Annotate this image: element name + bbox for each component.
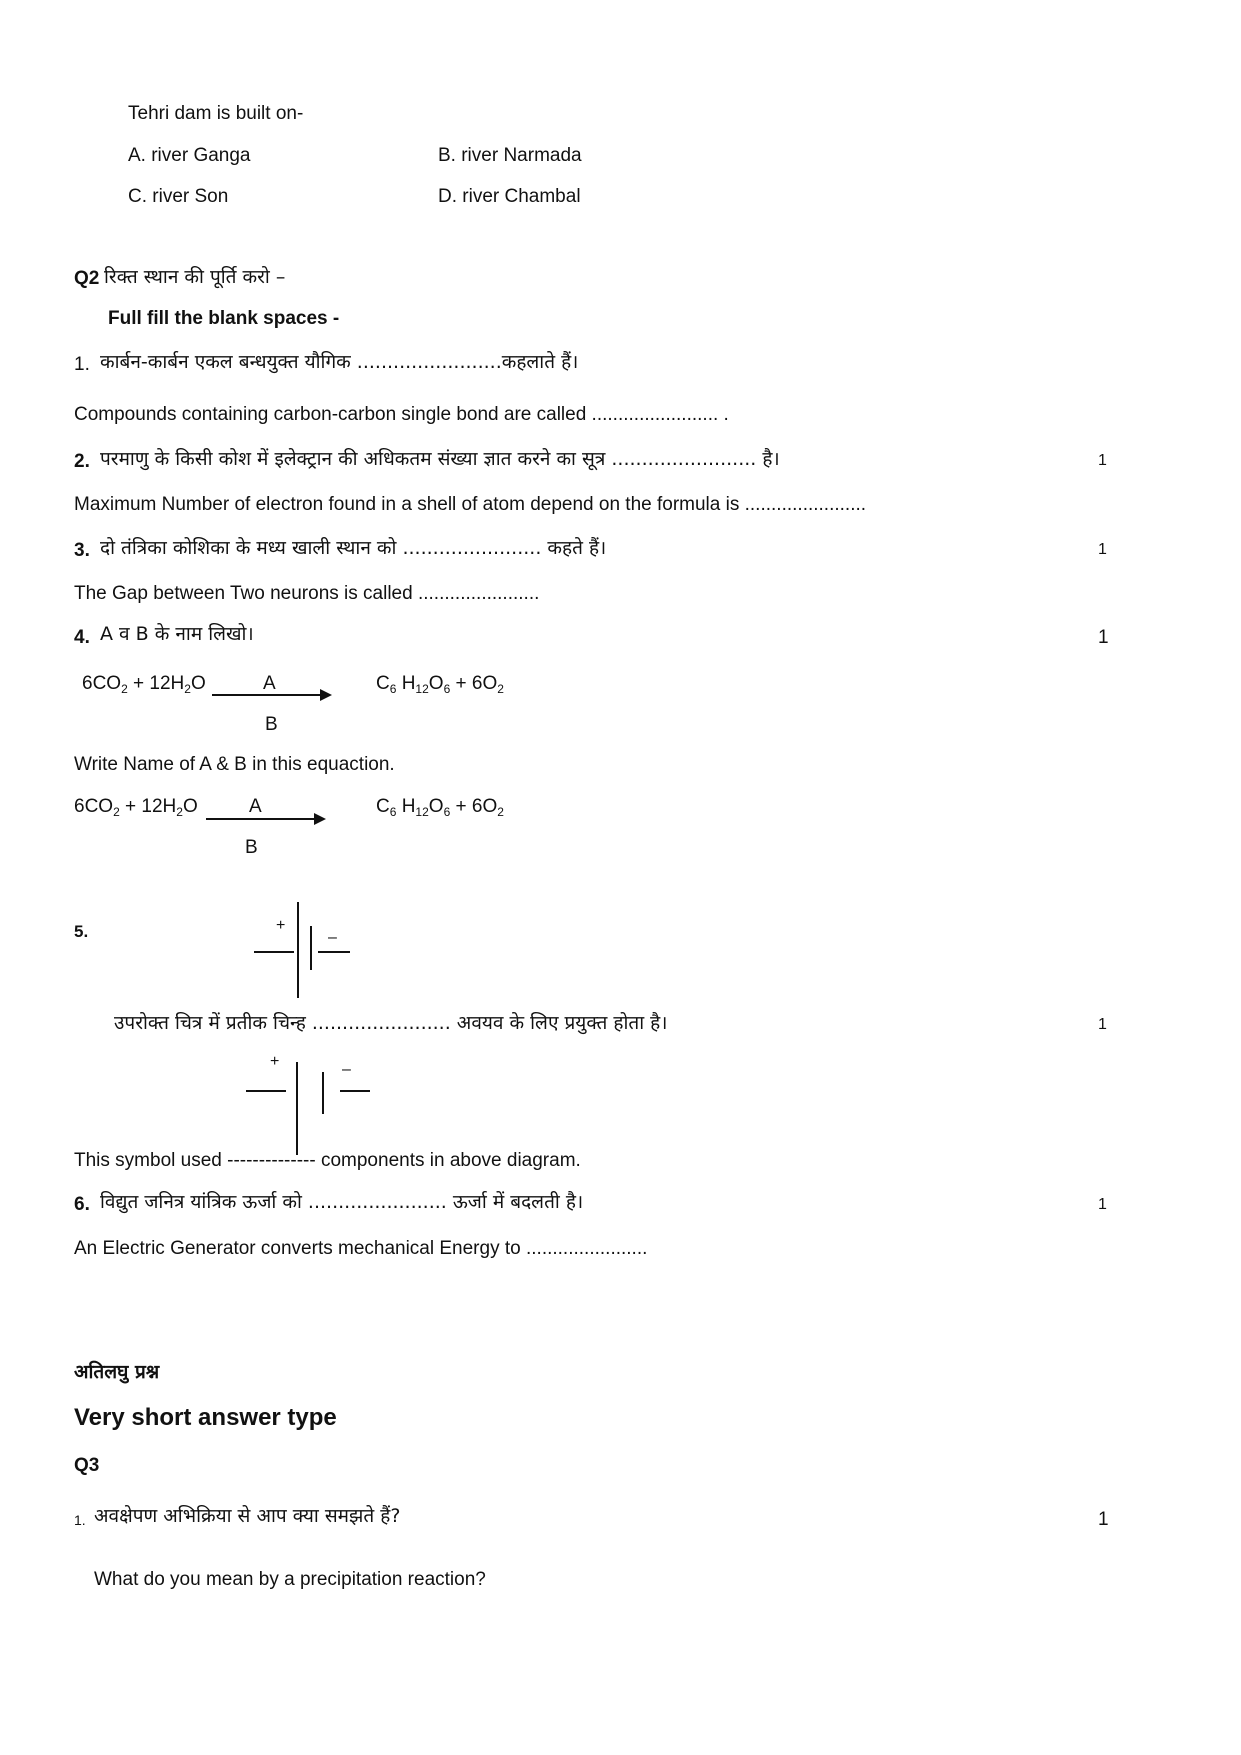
negative-terminal-sign: – [342,1061,351,1078]
long-plate [296,1062,298,1155]
option-b: B. river Narmada [438,145,582,166]
item-1-number: 1. [74,354,90,375]
negative-lead [340,1090,370,1092]
item-3-number: 3. [74,540,90,561]
item-3-marks: 1 [1098,541,1107,558]
equation-lhs: $6CO_2 + 12H_2O$ [82,673,206,696]
arrow-label-a: A [249,796,262,817]
item-4-hindi: A व B के नाम लिखो। [100,623,254,645]
cell-symbol [244,1050,374,1155]
q2-title-english: Full fill the blank spaces - [108,308,340,329]
option-a: A. river Ganga [128,145,251,166]
positive-lead [246,1090,286,1092]
item-6-english: An Electric Generator converts mechanical Energy to ....................... [74,1238,648,1259]
arrow-head [314,813,326,825]
item-1-english: Compounds containing carbon-carbon single bond are called ........................ . [74,404,729,425]
q3-item-1-hindi: अवक्षेपण अभिक्रिया से आप क्या समझते हैं? [94,1505,401,1527]
item-1-hindi: कार्बन-कार्बन एकल बन्धयुक्त यौगिक ........................कहलाते हैं। [100,351,579,373]
q2-label: Q2 [74,268,100,289]
equation-rhs: $C_6$ $H_{12}O_6 + 6O_2$ [376,673,504,696]
item-2-number: 2. [74,451,90,472]
section-heading-hindi: अतिलघु प्रश्न [74,1361,160,1383]
item-6-hindi: विद्युत जनित्र यांत्रिक ऊर्जा को ....................... ऊर्जा में बदलती है। [100,1191,584,1213]
item-2-marks: 1 [1098,452,1107,469]
negative-lead [318,951,350,953]
reaction-arrow [212,694,322,696]
short-plate [310,926,312,970]
q3-item-1-number: 1. [74,1512,86,1528]
equation-rhs: $C_6$ $H_{12}O_6 + 6O_2$ [376,796,504,819]
item-3-hindi: दो तंत्रिका कोशिका के मध्य खाली स्थान को ....................... कहते हैं। [100,537,607,559]
item-3-english: The Gap between Two neurons is called ....................... [74,583,540,604]
q3-item-1-marks: 1 [1098,1509,1109,1530]
positive-terminal-sign: + [276,917,286,934]
reaction-arrow [206,818,316,820]
short-plate [322,1072,324,1114]
q3-label: Q3 [74,1455,100,1476]
positive-lead [254,951,294,953]
item-2-english: Maximum Number of electron found in a shell of atom depend on the formula is ....................... [74,494,867,515]
section-heading-english: Very short answer type [74,1404,337,1431]
item-5-number: 5. [74,922,89,941]
option-d: D. river Chambal [438,186,581,207]
item-6-marks: 1 [1098,1196,1107,1213]
arrow-label-b: B [245,837,258,858]
q2-title-hindi: रिक्त स्थान की पूर्ति करो – [104,266,286,288]
option-c: C. river Son [128,186,229,207]
arrow-label-b: B [265,714,278,735]
arrow-head [320,689,332,701]
item-4-number: 4. [74,627,90,648]
equation-lhs: $6CO_2 + 12H_2O$ [74,796,198,819]
item-4-english: Write Name of A & B in this equaction. [74,754,395,775]
cell-symbol [250,900,360,1000]
item-5-english: This symbol used -------------- components in above diagram. [74,1150,581,1171]
item-2-hindi: परमाणु के किसी कोश में इलेक्ट्रान की अधिकतम संख्या ज्ञात करने का सूत्र ........................ है। [100,448,780,470]
item-5-marks: 1 [1098,1016,1107,1033]
q3-item-1-english: What do you mean by a precipitation reaction? [94,1569,486,1590]
arrow-label-a: A [263,673,276,694]
negative-terminal-sign: – [328,929,337,946]
question-text: Tehri dam is built on- [128,103,304,124]
positive-terminal-sign: + [270,1053,280,1070]
item-6-number: 6. [74,1194,90,1215]
item-5-hindi: उपरोक्त चित्र में प्रतीक चिन्ह ....................... अवयव के लिए प्रयुक्त होता है। [114,1012,668,1034]
item-4-marks: 1 [1098,627,1109,648]
long-plate [297,902,299,998]
